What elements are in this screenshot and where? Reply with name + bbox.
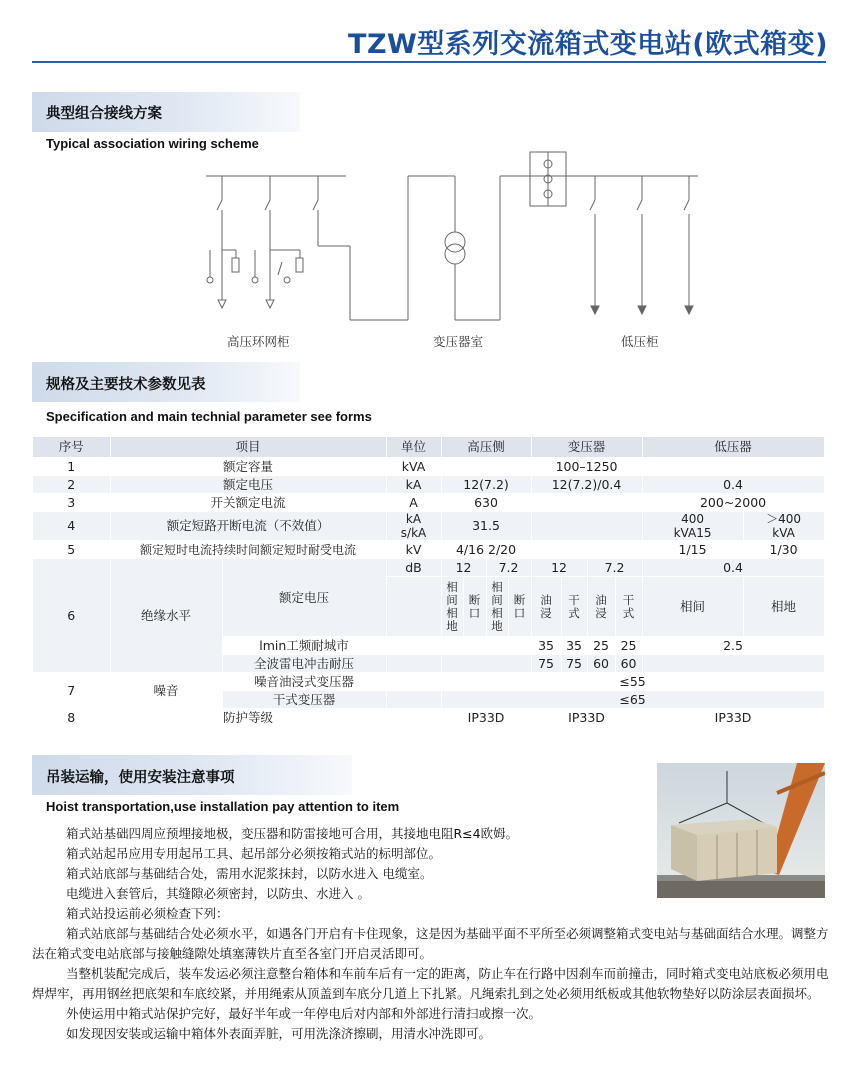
row5-no: 5 bbox=[33, 541, 110, 559]
title-divider bbox=[32, 61, 826, 63]
row2-unit: kA bbox=[386, 476, 441, 494]
row6-tr-b: 7.2 bbox=[587, 559, 642, 577]
row6-c2 bbox=[463, 577, 486, 637]
row3-no: 3 bbox=[33, 494, 110, 512]
row8-no: 8 bbox=[33, 709, 110, 727]
row6-s3-v4: 60 bbox=[615, 655, 642, 673]
row6-s2-v2: 35 bbox=[561, 637, 587, 655]
row3-unit: A bbox=[386, 494, 441, 512]
row8-hv: IP33D bbox=[441, 709, 531, 727]
row6-s3-v3: 60 bbox=[587, 655, 615, 673]
row6-hv-a: 12 bbox=[441, 559, 486, 577]
row6-c7 bbox=[587, 577, 615, 637]
row6-tr-a: 12 bbox=[531, 559, 587, 577]
label-transformer-room: 变压器室 bbox=[433, 334, 484, 349]
row6-c6-text: 干式 bbox=[568, 592, 580, 620]
row1-no: 1 bbox=[33, 458, 110, 476]
row6-s2-v3: 25 bbox=[587, 637, 615, 655]
row4-unit1: kA bbox=[405, 512, 422, 526]
row6-c6 bbox=[561, 577, 587, 637]
row6-hv-b: 7.2 bbox=[486, 559, 531, 577]
note-paragraph-2: 当整机装配完成后，装车发运必须注意整台箱体和车前车后有一定的距离，防止车在行路中因刹车而前撞击，同时箱式变电站底板必须用电焊焊牢，再用钢丝把底架和车底绞紧，并用绳索从顶盖到车底分几道上下扎紧。凡绳索扎到之处必须用纸板或其他软物垫好以防涂层表面损坏。 bbox=[32, 966, 829, 1001]
row6-no: 6 bbox=[33, 559, 110, 673]
header-no: 序号 bbox=[33, 437, 110, 458]
header-hv: 高压侧 bbox=[441, 437, 531, 458]
row6-sub3: 全波雷电冲击耐压 bbox=[222, 655, 386, 673]
row6-sub2: lmin工频耐城市 bbox=[222, 637, 386, 655]
row6-s2-v4: 25 bbox=[615, 637, 642, 655]
row5-unit: kV bbox=[386, 541, 441, 559]
header-lv: 低压器 bbox=[642, 437, 824, 458]
row2-tr: 12(7.2)/0.4 bbox=[531, 476, 642, 494]
row1-lv bbox=[642, 458, 824, 476]
row6-c5-text: 油浸 bbox=[540, 592, 552, 620]
section-subtitle-wiring: Typical association wiring scheme bbox=[46, 136, 259, 151]
row1-hv bbox=[441, 458, 531, 476]
row6-lv-c2: 相地 bbox=[743, 577, 824, 637]
row7-v1: ≤55 bbox=[441, 673, 824, 691]
row4-unit2: s/kA bbox=[400, 526, 427, 540]
row4-lv-a1: 400 bbox=[681, 512, 704, 526]
row7-item: 噪音 bbox=[110, 673, 222, 709]
row3-hv: 630 bbox=[441, 494, 531, 512]
row3-tr bbox=[531, 494, 642, 512]
row6-s3-v1: 75 bbox=[531, 655, 561, 673]
row6-c4 bbox=[508, 577, 531, 637]
row6-c8 bbox=[615, 577, 642, 637]
row8-unit bbox=[386, 709, 441, 727]
note-paragraph-3: 外使运用中箱式站保护完好，最好半年或一年停电后对内部和外部进行清扫或擦一次。 bbox=[66, 1006, 542, 1021]
row6-c3-text: 相间相地 bbox=[491, 579, 503, 633]
row1-tr: 100–1250 bbox=[531, 458, 642, 476]
row7-v2: ≤65 bbox=[441, 691, 824, 709]
page-title: TZW型系列交流箱式变电站(欧式箱变) bbox=[348, 29, 828, 60]
row6-sub2-unit bbox=[386, 637, 441, 655]
section-subtitle-hoist: Hoist transportation,use installation pay attention to item bbox=[46, 799, 400, 814]
row4-lv-a2: kVA15 bbox=[673, 526, 712, 540]
row8-tr: IP33D bbox=[531, 709, 642, 727]
spec-table bbox=[33, 437, 825, 727]
row6-c4-text: 断口 bbox=[513, 592, 526, 620]
row8-item: 防护等级 bbox=[110, 709, 386, 727]
row3-lv: 200~2000 bbox=[642, 494, 824, 512]
note-paragraph-4: 如发现因安装或运输中箱体外表面弄脏，可用洗涤济擦刷，用清水冲洗即可。 bbox=[66, 1026, 492, 1041]
row6-unit-empty bbox=[386, 577, 441, 637]
table-row bbox=[33, 541, 824, 559]
section-subtitle-spec: Specification and main technial parameter see forms bbox=[46, 409, 372, 424]
row2-item: 额定电压 bbox=[110, 476, 386, 494]
row7-unit1 bbox=[386, 673, 441, 691]
table-header-row bbox=[33, 437, 824, 458]
table-row bbox=[33, 458, 824, 476]
table-row bbox=[33, 494, 824, 512]
row4-no: 4 bbox=[33, 512, 110, 541]
row2-no: 2 bbox=[33, 476, 110, 494]
table-row bbox=[33, 673, 824, 691]
row5-item: 额定短时电流持续时间额定短时耐受电流 bbox=[110, 541, 386, 559]
row3-item: 开关额定电流 bbox=[110, 494, 386, 512]
row6-c1 bbox=[441, 577, 463, 637]
row8-lv: IP33D bbox=[642, 709, 824, 727]
row4-item: 额定短路开断电流（不效值） bbox=[110, 512, 386, 541]
note-line-4: 电缆进入套管后，其缝隙必须密封，以防虫、水进入 。 bbox=[66, 886, 370, 901]
row2-hv: 12(7.2) bbox=[441, 476, 531, 494]
row6-item: 绝缘水平 bbox=[110, 559, 222, 673]
row5-lv-b: 1/30 bbox=[743, 541, 824, 559]
note-line-5: 箱式站投运前必须检查下列： bbox=[66, 906, 229, 921]
section-title-wiring: 典型组合接线方案 bbox=[46, 106, 162, 122]
row1-unit: kVA bbox=[386, 458, 441, 476]
section-title-hoist: 吊装运输，使用安装注意事项 bbox=[46, 770, 235, 786]
section-title-spec: 规格及主要技术参数见表 bbox=[46, 377, 206, 393]
row6-sub3-hv bbox=[441, 655, 531, 673]
row1-item: 额定容量 bbox=[110, 458, 386, 476]
row4-lv-b1: ＞400 bbox=[766, 512, 801, 526]
row4-unit bbox=[386, 512, 441, 541]
label-lv-cabinet: 低压柜 bbox=[621, 334, 659, 349]
notes-block bbox=[32, 824, 832, 1044]
row6-s3-lv bbox=[642, 655, 824, 673]
row7-sub2: 干式变压器 bbox=[222, 691, 386, 709]
row6-c8-text: 干式 bbox=[622, 592, 635, 620]
row6-s2-lv: 2.5 bbox=[642, 637, 824, 655]
row6-sub2-hv bbox=[441, 637, 531, 655]
header-unit: 单位 bbox=[386, 437, 441, 458]
note-line-2: 箱式站起吊应用专用起吊工具、起吊部分必须按箱式站的标明部位。 bbox=[66, 846, 442, 861]
row6-s2-v1: 35 bbox=[531, 637, 561, 655]
row4-hv: 31.5 bbox=[441, 512, 531, 541]
table-row bbox=[33, 559, 824, 577]
row6-c1-text: 相间相地 bbox=[446, 579, 458, 633]
note-line-1: 箱式站基础四周应预埋接地极，变压器和防雷接地可合用，其接地电阻R≤4欧姆。 bbox=[66, 826, 519, 841]
note-paragraph-1: 箱式站底部与基础结合处必须水平，如遇各门开启有卡住现象，这是因为基础平面不平所至必须调整箱式变电站与基础面结合水理。调整方法在箱式变电站底部与接触缝隙处填塞薄铁片直至各室门开启灵活即可。 bbox=[32, 926, 829, 961]
header-transformer: 变压器 bbox=[531, 437, 642, 458]
row5-lv-a: 1/15 bbox=[642, 541, 743, 559]
row7-unit2 bbox=[386, 691, 441, 709]
row4-tr bbox=[531, 512, 642, 541]
row6-sub3-unit bbox=[386, 655, 441, 673]
row6-unit: dB bbox=[386, 559, 441, 577]
note-line-3: 箱式站底部与基础结合处，需用水泥浆抹封，以防水进入 电缆室。 bbox=[66, 866, 433, 881]
row6-c7-text: 油浸 bbox=[595, 592, 607, 620]
row4-lv-b bbox=[743, 512, 824, 541]
row2-lv: 0.4 bbox=[642, 476, 824, 494]
row7-no: 7 bbox=[33, 673, 110, 709]
table-row bbox=[33, 512, 824, 541]
row6-c2-text: 断口 bbox=[468, 592, 481, 620]
table-row bbox=[33, 709, 824, 727]
label-hv-cabinet: 高压环网柜 bbox=[227, 334, 290, 349]
row5-hv: 4/16 2/20 bbox=[441, 541, 531, 559]
row6-lv: 0.4 bbox=[642, 559, 824, 577]
table-row bbox=[33, 476, 824, 494]
row6-c5 bbox=[531, 577, 561, 637]
row6-lv-c1: 相间 bbox=[642, 577, 743, 637]
row4-lv-a bbox=[642, 512, 743, 541]
row6-sub1: 额定电压 bbox=[222, 559, 386, 637]
row7-sub1: 噪音油浸式变压器 bbox=[222, 673, 386, 691]
row4-lv-b2: kVA bbox=[772, 526, 795, 540]
row6-s3-v2: 75 bbox=[561, 655, 587, 673]
header-item: 项目 bbox=[110, 437, 386, 458]
row5-tr bbox=[531, 541, 642, 559]
row6-c3 bbox=[486, 577, 508, 637]
